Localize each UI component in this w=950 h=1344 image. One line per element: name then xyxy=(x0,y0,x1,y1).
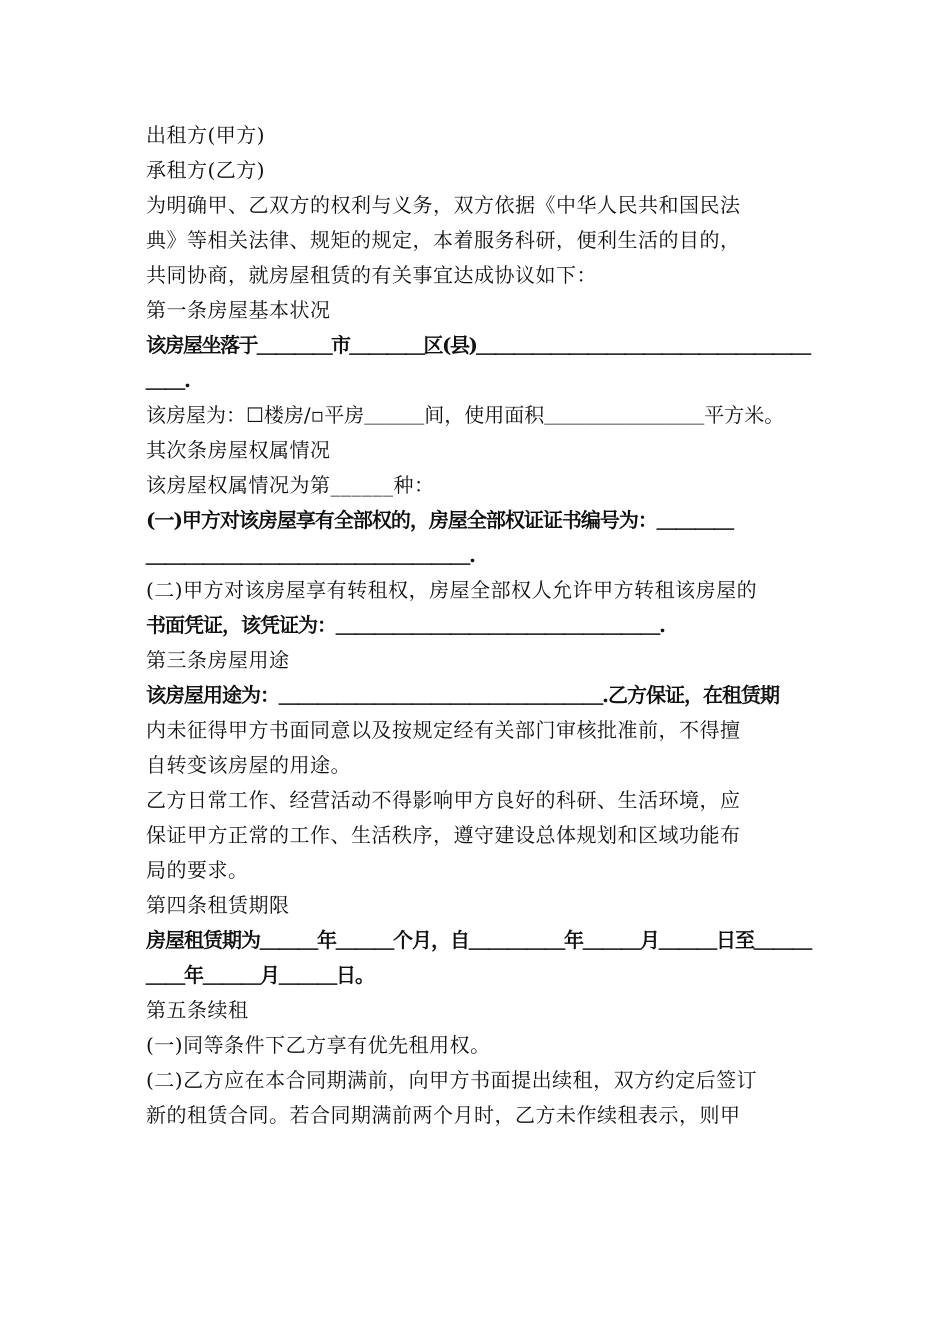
article-3-env-line-2: 保证甲方正常的工作、生活秩序，遵守建设总体规划和区域功能布 xyxy=(146,823,741,847)
article-2-item-2-line-2: 书面凭证，该凭证为：＿＿＿＿＿＿＿＿＿＿＿＿＿＿＿＿＿. xyxy=(146,613,665,637)
article-3-use-line-2: 内未征得甲方书面同意以及按规定经有关部门审核批准前，不得擅 xyxy=(146,718,741,742)
article-5-item-2-line-2: 新的租赁合同。若合同期满前两个月时，乙方未作续租表示，则甲 xyxy=(146,1103,741,1127)
preamble-line-1: 为明确甲、乙双方的权利与义务，双方依据《中华人民共和国民法 xyxy=(146,193,741,217)
article-3-use-line-1: 该房屋用途为：＿＿＿＿＿＿＿＿＿＿＿＿＿＿＿＿＿.乙方保证，在租赁期 xyxy=(146,683,779,707)
article-3-use-line-3: 自转变该房屋的用途。 xyxy=(146,753,351,777)
article-1-heading: 第一条房屋基本状况 xyxy=(146,298,331,322)
article-2-item-1-line-1: (一)甲方对该房屋享有全部权的，房屋全部权证证书编号为：＿＿＿＿ xyxy=(146,508,733,532)
article-1-type-line: 该房屋为：☐楼房/▫平房＿＿＿间，使用面积＿＿＿＿＿＿＿＿平方米。 xyxy=(146,403,785,427)
article-5-item-2-line-1: (二)乙方应在本合同期满前，向甲方书面提出续租，双方约定后签订 xyxy=(146,1068,758,1092)
preamble-line-2: 典》等相关法律、规矩的规定，本着服务科研，便利生活的目的， xyxy=(146,228,741,252)
article-2-item-2-line-1: (二)甲方对该房屋享有转租权，房屋全部权人允许甲方转租该房屋的 xyxy=(146,578,758,602)
article-3-env-line-1: 乙方日常工作、经营活动不得影响甲方良好的科研、生活环境，应 xyxy=(146,788,741,812)
article-1-location-line-2: ＿＿. xyxy=(146,368,190,392)
article-5-heading: 第五条续租 xyxy=(146,998,249,1022)
contract-page xyxy=(146,118,811,1133)
preamble-line-3: 共同协商，就房屋租赁的有关事宜达成协议如下： xyxy=(146,263,597,287)
article-4-heading: 第四条租赁期限 xyxy=(146,893,290,917)
article-5-item-1: (一)同等条件下乙方享有优先租用权。 xyxy=(146,1033,491,1057)
article-4-term-line-2: ＿＿年＿＿＿月＿＿＿日。 xyxy=(146,963,374,987)
article-3-env-line-3: 局的要求。 xyxy=(146,858,249,882)
article-4-term-line-1: 房屋租赁期为＿＿＿年＿＿＿个月，自＿＿＿＿＿年＿＿＿月＿＿＿日至＿＿＿ xyxy=(146,928,811,952)
article-3-heading: 第三条房屋用途 xyxy=(146,648,290,672)
lessor-line: 出租方(甲方) xyxy=(146,123,266,147)
article-2-type-line: 该房屋权属情况为第______种： xyxy=(146,473,435,497)
article-1-location-line-1: 该房屋坐落于＿＿＿＿市＿＿＿＿区(县)＿＿＿＿＿＿＿＿＿＿＿＿＿＿＿＿＿＿ xyxy=(146,333,810,357)
article-2-heading: 其次条房屋权属情况 xyxy=(146,438,331,462)
lessee-line: 承租方(乙方) xyxy=(146,158,266,182)
article-2-item-1-line-2: ＿＿＿＿＿＿＿＿＿＿＿＿＿＿＿＿＿. xyxy=(146,543,475,567)
